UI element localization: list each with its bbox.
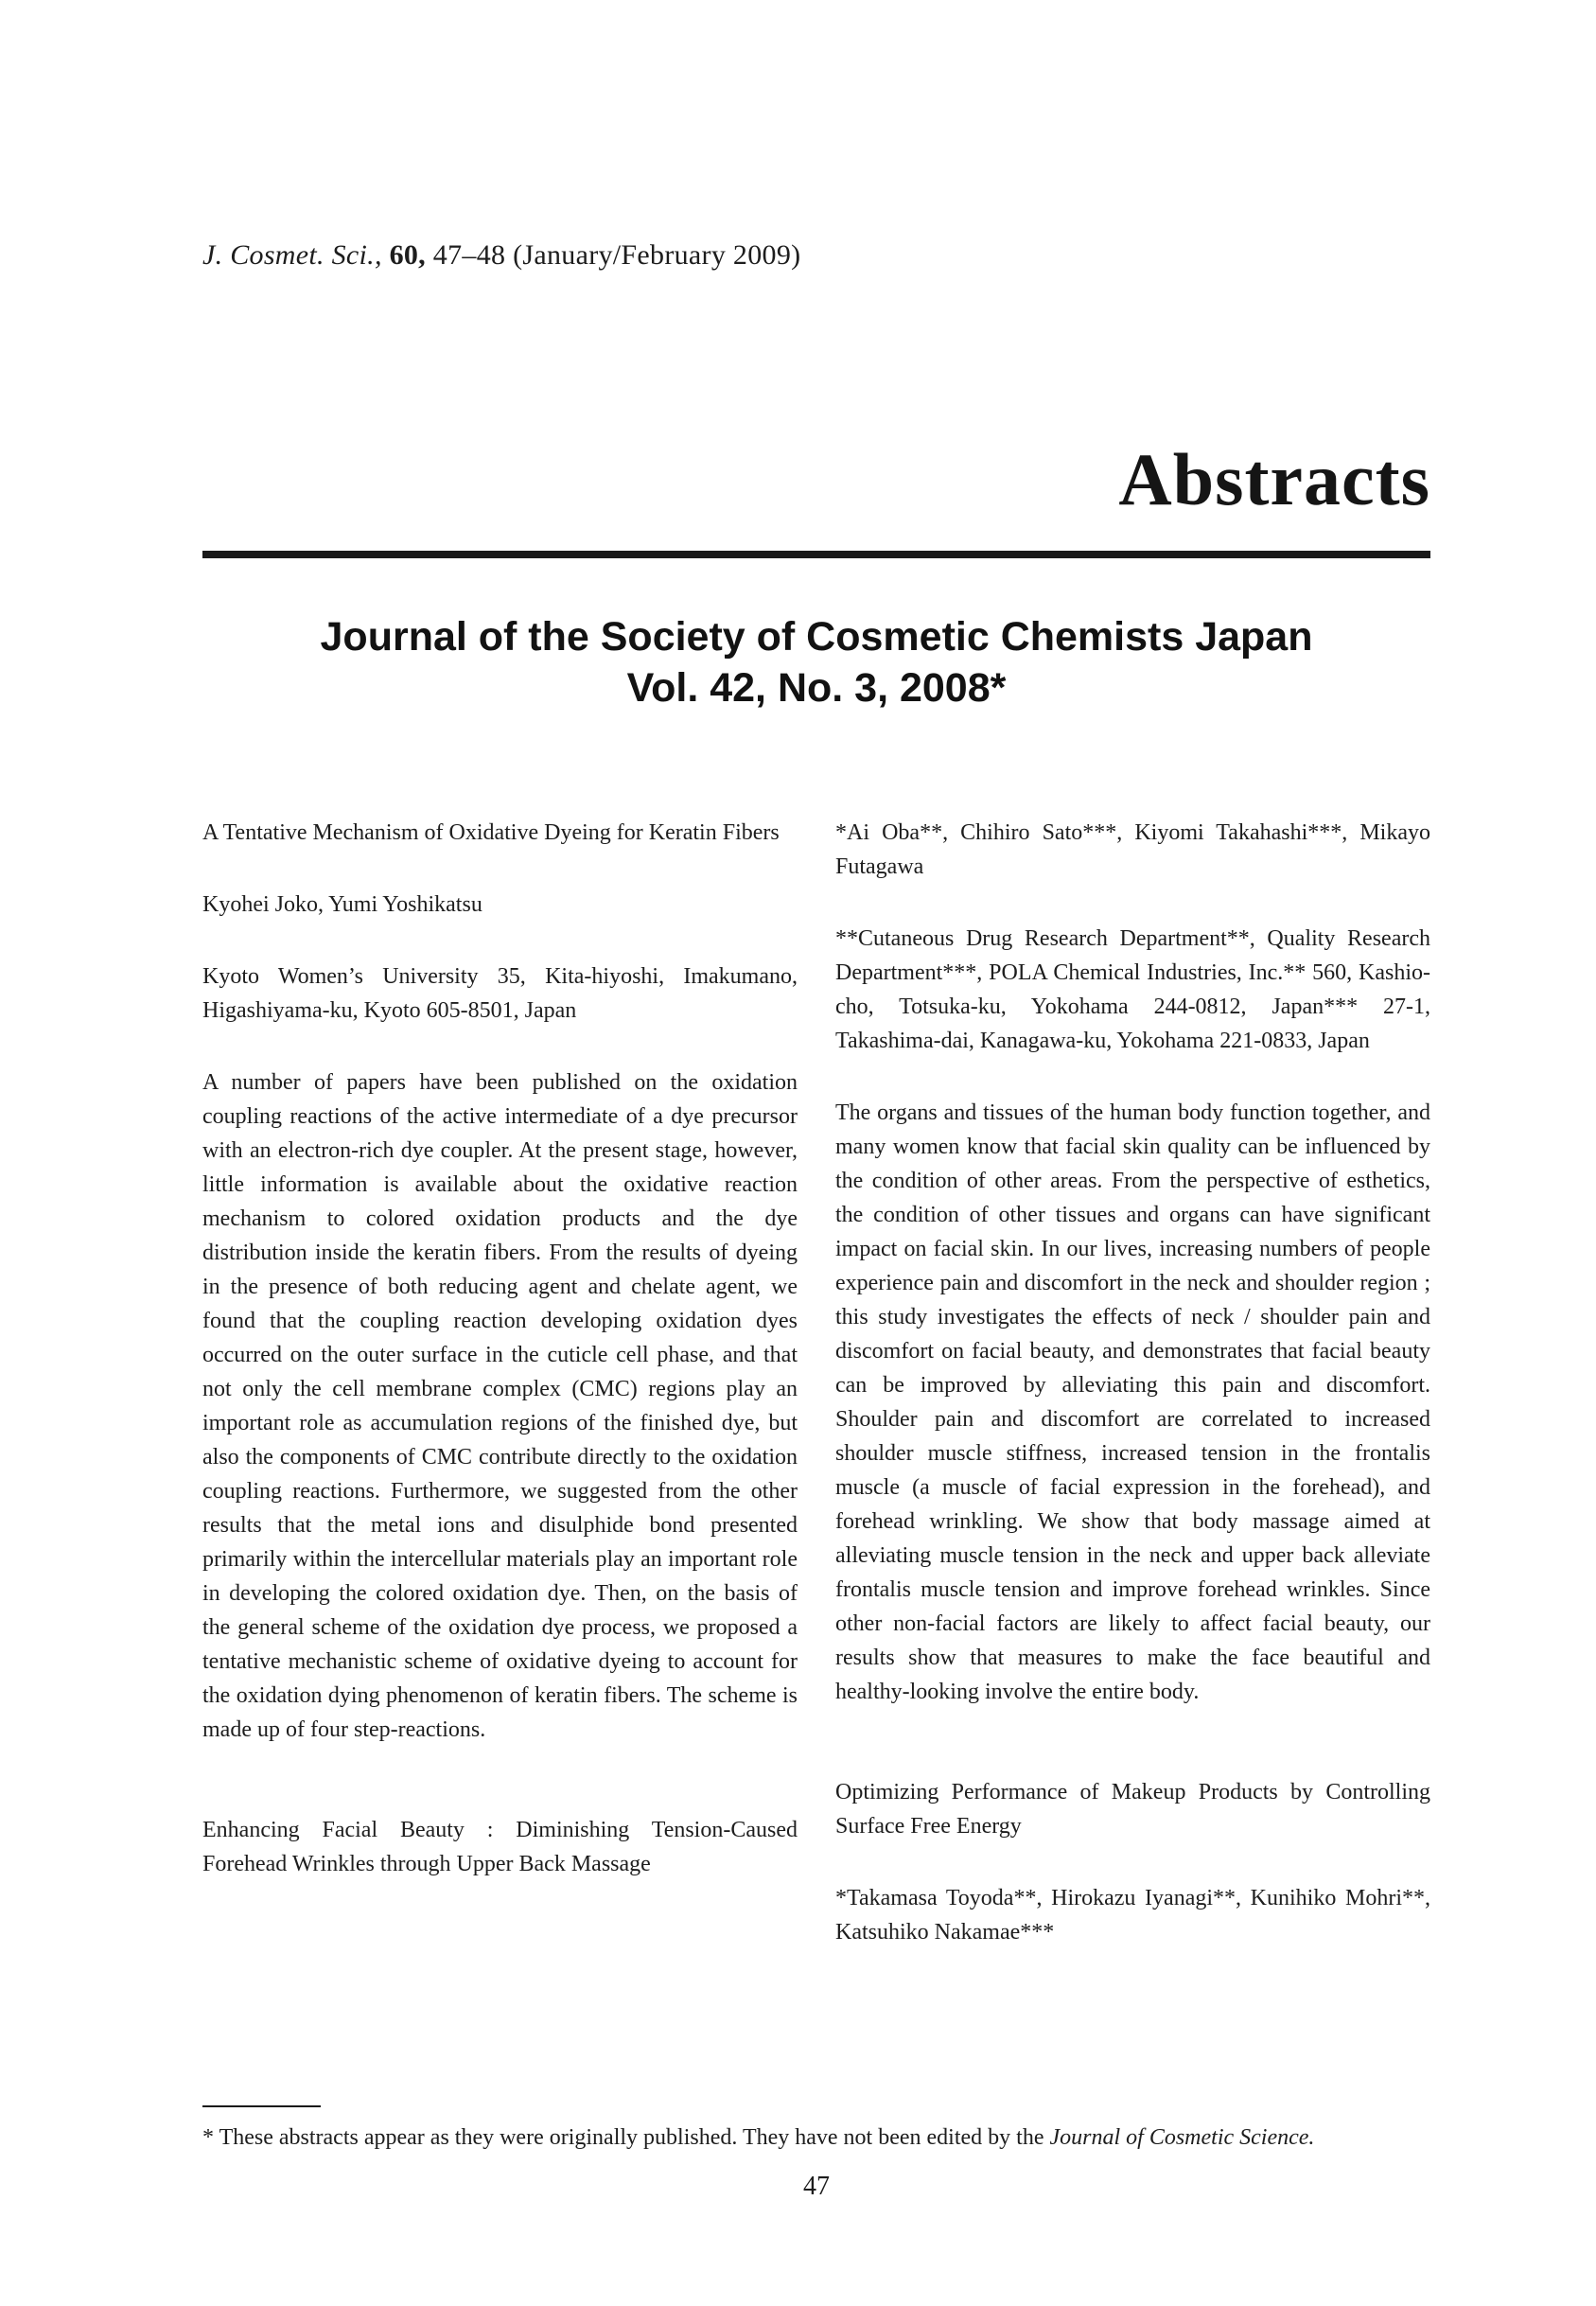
- abstract-authors: Kyohei Joko, Yumi Yoshikatsu: [202, 892, 482, 917]
- citation-pages-date: 47–48 (January/February 2009): [432, 239, 801, 271]
- abstract-title: Enhancing Facial Beauty : Diminishing Tension-Caused Forehead Wrinkles through Upper Back Massage: [202, 1818, 798, 1876]
- header-divider-rule: [202, 551, 1430, 558]
- abstract-body: The organs and tissues of the human body function together, and many women know that facial skin quality can be influenced by the condition of other areas. From the perspective of esthetics, the condition of other tissues and organs can have significant impact on facial skin. In our lives, increasing numbers of people experience pain and discomfort in the neck and shoulder region ; this study investigates the effects of neck / shoulder pain and discomfort on facial beauty, and demonstrates that facial beauty can be improved by alleviating this pain and discomfort. Shoulder pain and discomfort are correlated to increased shoulder muscle stiffness, increased tension in the frontalis muscle (a muscle of facial expression in the forehead), and forehead wrinkling. We show that body massage aimed at alleviating muscle tension in the neck and upper back alleviate frontalis muscle tension and improve forehead wrinkles. Since other non-facial factors are likely to affect facial beauty, our results show that measures to make the face beautiful and healthy-looking involve the entire body.: [835, 1100, 1430, 1704]
- abstract-affiliation: Kyoto Women’s University 35, Kita-hiyoshi, Imakumano, Higashiyama-ku, Kyoto 605-8501, Japan: [202, 964, 798, 1023]
- footnote-rule: [202, 2105, 321, 2107]
- right-column: [835, 816, 1430, 1949]
- footnote-section: [202, 2105, 1430, 2202]
- abstract-authors: *Takamasa Toyoda**, Hirokazu Iyanagi**, Kunihiko Mohri**, Katsuhiko Nakamae***: [835, 1886, 1430, 1945]
- issue-title: [202, 611, 1430, 713]
- citation-journal-name: J. Cosmet. Sci.,: [202, 239, 382, 271]
- abstract-affiliation: **Cutaneous Drug Research Department**, Quality Research Department***, POLA Chemical Industries, Inc.** 560, Kashio-cho, Totsuka-ku, Yokohama 244-0812, Japan*** 27-1, Takashima-dai, Kanagawa-ku, Yokohama 221-0833, Japan: [835, 926, 1430, 1053]
- abstract-body: A number of papers have been published on the oxidation coupling reactions of the active intermediate of a dye precursor with an electron-rich dye coupler. At the present stage, however, little information is available about the oxidative reaction mechanism to colored oxidation products and the dye distribution inside the keratin fibers. From the results of dyeing in the presence of both reducing agent and chelate agent, we found that the coupling reaction developing oxidation dyes occurred on the outer surface in the cuticle cell phase, and that not only the cell membrane complex (CMC) regions play an important role as accumulation regions of the finished dye, but also the components of CMC contribute directly to the oxidation coupling reactions. Furthermore, we suggested from the other results that the metal ions and disulphide bond presented primarily within the intercellular materials play an important role in developing the colored oxidation dye. Then, on the basis of the general scheme of the oxidation dye process, we proposed a tentative mechanistic scheme of oxidative dyeing to account for the oxidation dying phenomenon of keratin fibers. The scheme is made up of four step-reactions.: [202, 1070, 798, 1742]
- footnote-text: [202, 2121, 1430, 2155]
- citation-volume: 60,: [389, 239, 426, 271]
- abstract-title: Optimizing Performance of Makeup Products by Controlling Surface Free Energy: [835, 1780, 1430, 1839]
- page-number: 47: [803, 2172, 830, 2201]
- abstract-authors: *Ai Oba**, Chihiro Sato***, Kiyomi Takahashi***, Mikayo Futagawa: [835, 820, 1430, 879]
- page-title: Abstracts: [1118, 438, 1430, 520]
- abstract-title: A Tentative Mechanism of Oxidative Dyeing for Keratin Fibers: [202, 820, 780, 845]
- journal-citation: [202, 238, 1430, 273]
- issue-title-line1: Journal of the Society of Cosmetic Chemists Japan: [320, 614, 1313, 660]
- footnote-main-text: * These abstracts appear as they were originally published. They have not been edited by the: [202, 2125, 1050, 2150]
- left-column: [202, 816, 798, 1949]
- issue-title-line2: Vol. 42, No. 3, 2008*: [626, 665, 1007, 711]
- two-column-layout: [202, 816, 1430, 1949]
- footnote-journal-name: Journal of Cosmetic Science.: [1049, 2125, 1315, 2150]
